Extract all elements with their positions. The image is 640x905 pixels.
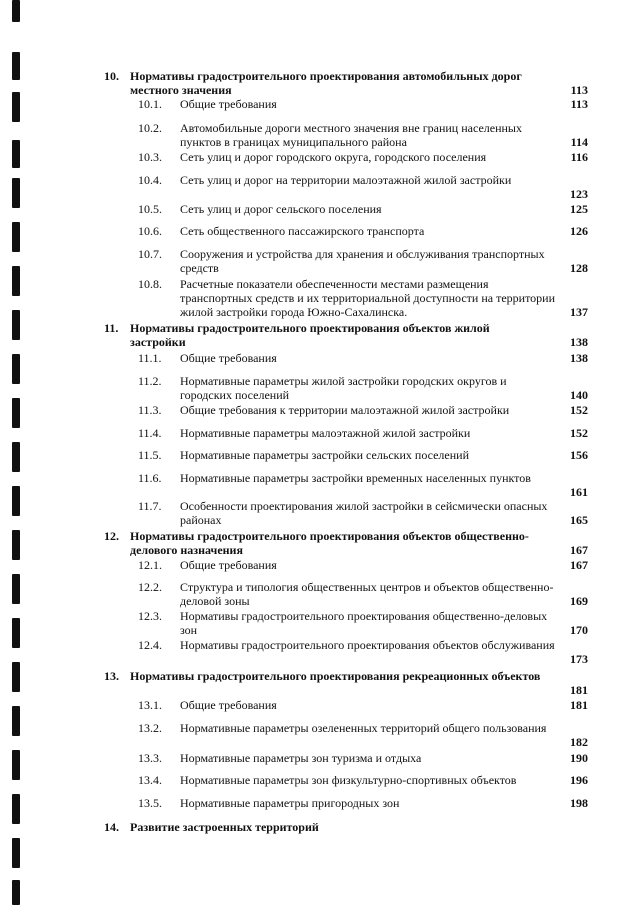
toc-number: 11.1.: [138, 351, 162, 365]
toc-number: 13.4.: [138, 773, 162, 787]
toc-number: 10.7.: [138, 247, 162, 261]
toc-title: Общие требования: [180, 351, 277, 365]
toc-number: 10.3.: [138, 150, 162, 164]
toc-page-number: 152: [570, 403, 588, 417]
toc-title: Нормативы градостроительного проектирования рекреационных объектов: [130, 669, 541, 683]
toc-number: 10.1.: [138, 97, 162, 111]
toc-page-number: 126: [570, 224, 588, 238]
toc-title: Автомобильные дороги местного значения вне границ населенных пунктов в границах муниципального района: [180, 121, 522, 149]
toc-page-number: 137: [570, 305, 588, 319]
toc-subsection[interactable]: [0, 150, 640, 164]
toc-subsection[interactable]: [0, 698, 640, 712]
toc-subsection[interactable]: [0, 403, 640, 417]
toc-title: Нормативы градостроительного проектирования общественно-деловых зон: [180, 609, 548, 637]
toc-subsection[interactable]: [0, 499, 640, 527]
toc-number: 10.4.: [138, 173, 162, 187]
toc-subsection[interactable]: [0, 580, 640, 608]
toc-number: 13.5.: [138, 796, 162, 810]
toc-subsection[interactable]: [0, 773, 640, 787]
toc-number: 11.6.: [138, 471, 162, 485]
toc-page-number: 114: [570, 135, 588, 149]
toc-title: Сооружения и устройства для хранения и обслуживания транспортных средств: [180, 247, 545, 275]
binding-hole: [12, 880, 20, 905]
toc-title: Сеть улиц и дорог городского округа, городского поселения: [180, 150, 487, 164]
toc-page-number: 152: [570, 426, 588, 440]
toc-title: Нормативные параметры застройки сельских поселений: [180, 448, 469, 462]
toc-title: Нормативы градостроительного проектирования автомобильных дорог местного значения: [130, 69, 522, 97]
toc-number: 10.2.: [138, 121, 162, 135]
toc-title: Нормативные параметры застройки временных населенных пунктов: [180, 471, 531, 485]
toc-number: 13.: [104, 669, 119, 683]
toc-number: 14.: [104, 820, 119, 834]
toc-title: Общие требования: [180, 558, 277, 572]
binding-hole: [12, 0, 20, 22]
toc-page-number: 169: [570, 594, 588, 608]
toc-page-number: 113: [570, 97, 588, 111]
toc-subsection[interactable]: [0, 638, 640, 666]
toc-page-number: 196: [570, 773, 588, 787]
toc-subsection[interactable]: [0, 173, 640, 201]
toc-number: 13.1.: [138, 698, 162, 712]
toc-number: 12.2.: [138, 580, 162, 594]
toc-number: 10.8.: [138, 277, 162, 291]
toc-section[interactable]: [0, 69, 640, 97]
toc-title: Нормативные параметры жилой застройки городских округов и городских поселений: [180, 374, 507, 402]
toc-section[interactable]: [0, 321, 640, 349]
toc-page-number: 182: [570, 735, 588, 749]
toc-title: Общие требования к территории малоэтажной жилой застройки: [180, 403, 510, 417]
toc-title: Нормативы градостроительного проектирования объектов жилой застройки: [130, 321, 490, 349]
toc-number: 11.7.: [138, 499, 162, 513]
toc-number: 11.2.: [138, 374, 162, 388]
toc-page-number: 116: [570, 150, 588, 164]
toc-title: Расчетные показатели обеспеченности местами размещения транспортных средств и их территориальной доступности на территории жилой застройки города Южно-Сахалинска.: [180, 277, 555, 319]
toc-page-number: 165: [570, 513, 588, 527]
toc-number: 13.3.: [138, 751, 162, 765]
toc-page-number: 125: [570, 202, 588, 216]
toc-title: Структура и типология общественных центров и объектов общественно-деловой зоны: [180, 580, 554, 608]
toc-page-number: 128: [570, 261, 588, 275]
toc-section[interactable]: [0, 529, 640, 557]
toc-page-number: 138: [570, 351, 588, 365]
toc-title: Нормативы градостроительного проектирования объектов общественно-делового назначения: [130, 529, 529, 557]
toc-subsection[interactable]: [0, 202, 640, 216]
toc-title: Общие требования: [180, 97, 277, 111]
toc-number: 11.3.: [138, 403, 162, 417]
toc-number: 10.6.: [138, 224, 162, 238]
toc-page-number: 190: [570, 751, 588, 765]
toc-title: Нормативные параметры зон туризма и отдыха: [180, 751, 422, 765]
toc-subsection[interactable]: [0, 97, 640, 111]
toc-page-number: 170: [570, 623, 588, 637]
toc-subsection[interactable]: [0, 471, 640, 499]
toc-subsection[interactable]: [0, 374, 640, 402]
toc-title: Нормативные параметры зон физкультурно-спортивных объектов: [180, 773, 517, 787]
toc-title: Общие требования: [180, 698, 277, 712]
toc-number: 11.5.: [138, 448, 162, 462]
toc-title: Особенности проектирования жилой застройки в сейсмически опасных районах: [180, 499, 548, 527]
toc-number: 13.2.: [138, 721, 162, 735]
binding-hole: [12, 838, 20, 868]
toc-page-number: 198: [570, 796, 588, 810]
toc-page-number: 167: [570, 558, 588, 572]
toc-page-number: 161: [570, 485, 588, 499]
toc-subsection[interactable]: [0, 426, 640, 440]
toc-subsection[interactable]: [0, 121, 640, 149]
toc-page-number: 181: [570, 683, 588, 697]
toc-subsection[interactable]: [0, 796, 640, 810]
toc-subsection[interactable]: [0, 224, 640, 238]
toc-page-number: 156: [570, 448, 588, 462]
toc-subsection[interactable]: [0, 247, 640, 275]
toc-subsection[interactable]: [0, 558, 640, 572]
toc-number: 10.5.: [138, 202, 162, 216]
toc-subsection[interactable]: [0, 351, 640, 365]
toc-page-number: 181: [570, 698, 588, 712]
toc-page-number: 123: [570, 187, 588, 201]
toc-page-number: 138: [570, 335, 588, 349]
toc-subsection[interactable]: [0, 448, 640, 462]
toc-title: Сеть общественного пассажирского транспорта: [180, 224, 425, 238]
toc-title: Нормативы градостроительного проектирования объектов обслуживания: [180, 638, 555, 652]
toc-section[interactable]: [0, 820, 640, 834]
toc-page-number: 140: [570, 388, 588, 402]
toc-number: 10.: [104, 69, 119, 83]
toc-title: Сеть улиц и дорог сельского поселения: [180, 202, 382, 216]
toc-page-number: 173: [570, 652, 588, 666]
toc-number: 12.3.: [138, 609, 162, 623]
toc-title: Развитие застроенных территорий: [130, 820, 319, 834]
toc-section[interactable]: [0, 669, 640, 697]
toc-subsection[interactable]: [0, 277, 640, 319]
toc-title: Нормативные параметры малоэтажной жилой застройки: [180, 426, 471, 440]
toc-number: 12.4.: [138, 638, 162, 652]
toc-number: 11.: [104, 321, 119, 335]
toc-title: Нормативные параметры пригородных зон: [180, 796, 400, 810]
toc-number: 11.4.: [138, 426, 162, 440]
toc-subsection[interactable]: [0, 751, 640, 765]
toc-number: 12.1.: [138, 558, 162, 572]
toc-page-number: 113: [570, 83, 588, 97]
toc-subsection[interactable]: [0, 721, 640, 749]
toc-page-number: 167: [570, 543, 588, 557]
toc-title: Нормативные параметры озелененных территорий общего пользования: [180, 721, 547, 735]
toc-number: 12.: [104, 529, 119, 543]
toc-title: Сеть улиц и дорог на территории малоэтажной жилой застройки: [180, 173, 512, 187]
toc-subsection[interactable]: [0, 609, 640, 637]
